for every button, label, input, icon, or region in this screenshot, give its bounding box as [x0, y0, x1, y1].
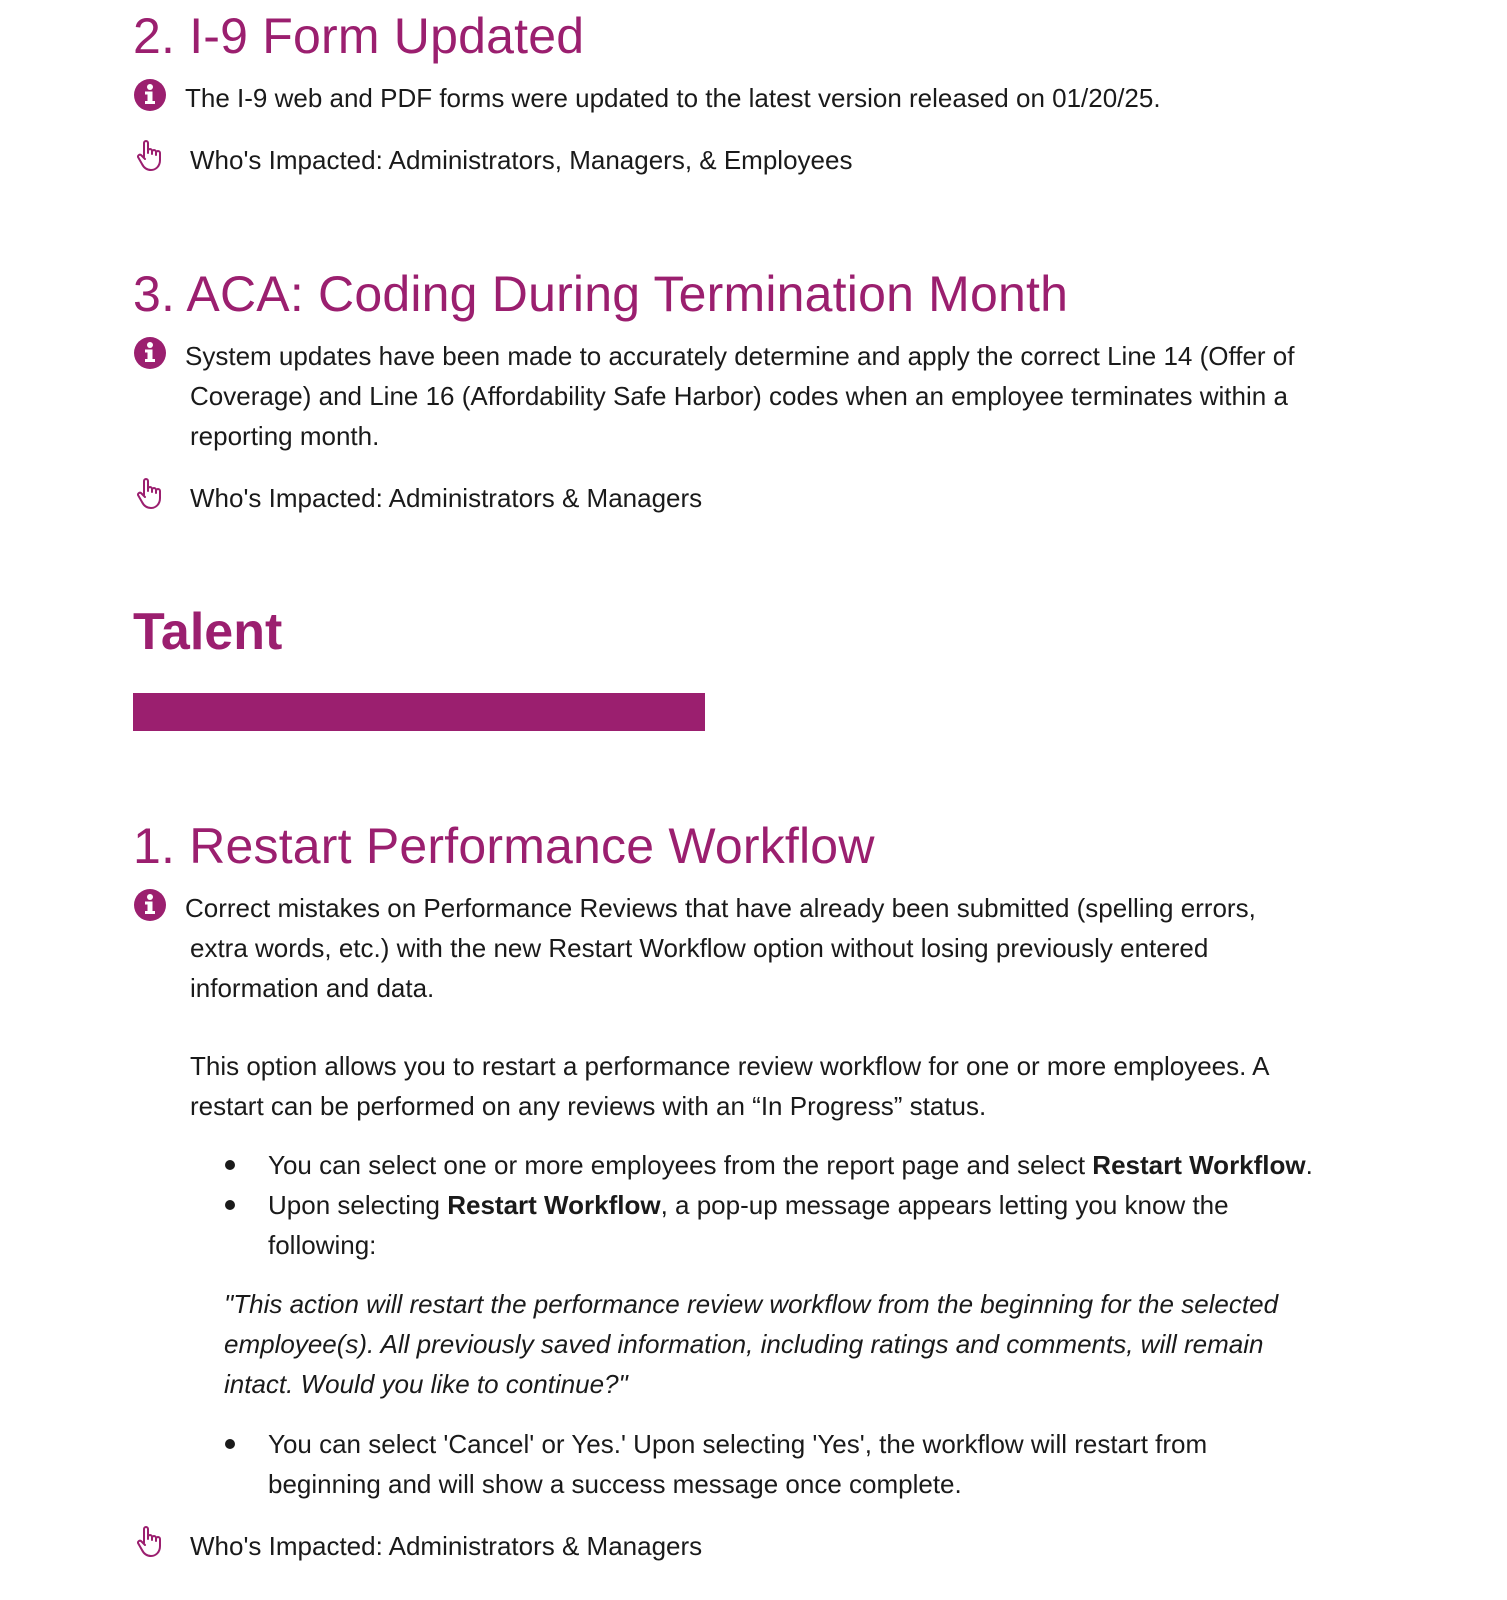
bullet-list [223, 1145, 1393, 1265]
pointing-hand-icon [133, 478, 167, 512]
quote-line: intact. Would you like to continue?" [224, 1369, 628, 1399]
impacted-text: Who's Impacted: Administrators & Managers [190, 483, 703, 513]
info-line: System updates have been made to accurately determine and apply the correct Line 14 (Offer of [185, 341, 1295, 371]
popup-message-quote [224, 1284, 1393, 1404]
paragraph-line: restart can be performed on any reviews with an “In Progress” status. [190, 1091, 987, 1121]
impacted-text: Who's Impacted: Administrators & Managers [190, 1531, 703, 1561]
section-i9-form-updated [133, 6, 1393, 180]
bullet-bold-text: Restart Workflow [447, 1190, 661, 1220]
pointing-hand-icon [133, 1526, 167, 1560]
bullet-item [223, 1145, 1393, 1185]
bullet-bold-text: Restart Workflow [1092, 1150, 1306, 1180]
pointing-hand-icon [133, 140, 167, 174]
impacted-row [133, 478, 1393, 518]
bullet-text: beginning and will show a success message once complete. [268, 1469, 962, 1499]
section-heading: 1. Restart Performance Workflow [133, 818, 875, 874]
impacted-row [133, 1526, 1393, 1566]
quote-line: employee(s). All previously saved information, including ratings and comments, will remain [224, 1329, 1264, 1359]
bullet-text: Upon selecting [268, 1190, 448, 1220]
bullet-item [223, 1424, 1393, 1504]
info-row [133, 78, 1393, 118]
category-divider-bar [133, 693, 705, 731]
info-row [133, 336, 1393, 456]
paragraph-line: This option allows you to restart a performance review workflow for one or more employees. A [190, 1051, 1270, 1081]
section-heading: 3. ACA: Coding During Termination Month [133, 266, 1069, 322]
quote-line: "This action will restart the performance review workflow from the beginning for the selected [224, 1289, 1279, 1319]
bullet-item [223, 1185, 1393, 1265]
category-title: Talent [133, 603, 283, 661]
impacted-text: Who's Impacted: Administrators, Managers, & Employees [190, 145, 853, 175]
info-circle-icon [133, 888, 167, 922]
section-restart-performance-workflow [133, 816, 1393, 1566]
info-line: Coverage) and Line 16 (Affordability Safe Harbor) codes when an employee terminates within a [190, 381, 1288, 411]
section-talent-header [133, 602, 1393, 662]
bullet-text: following: [268, 1230, 377, 1260]
info-line: reporting month. [190, 421, 380, 451]
info-line: extra words, etc.) with the new Restart Workflow option without losing previously entered [190, 933, 1209, 963]
bullet-text: You can select 'Cancel' or Yes.' Upon selecting 'Yes', the workflow will restart from [268, 1429, 1208, 1459]
info-line: information and data. [190, 973, 435, 1003]
section-heading: 2. I-9 Form Updated [133, 8, 585, 64]
impacted-row [133, 140, 1393, 180]
section-aca-coding [133, 264, 1393, 518]
info-text [185, 888, 1393, 1008]
bullet-text: You can select one or more employees from the report page and select [268, 1150, 1093, 1180]
info-text: The I-9 web and PDF forms were updated to the latest version released on 01/20/25. [185, 83, 1161, 113]
bullet-list [223, 1424, 1393, 1504]
description-paragraph [190, 1046, 1393, 1126]
info-line: Correct mistakes on Performance Reviews that have already been submitted (spelling errors, [185, 893, 1256, 923]
bullet-text: . [1305, 1150, 1313, 1180]
info-circle-icon [133, 336, 167, 370]
bullet-text: , a pop-up message appears letting you know the [660, 1190, 1229, 1220]
info-circle-icon [133, 78, 167, 112]
info-text [185, 336, 1393, 456]
info-row [133, 888, 1393, 1008]
